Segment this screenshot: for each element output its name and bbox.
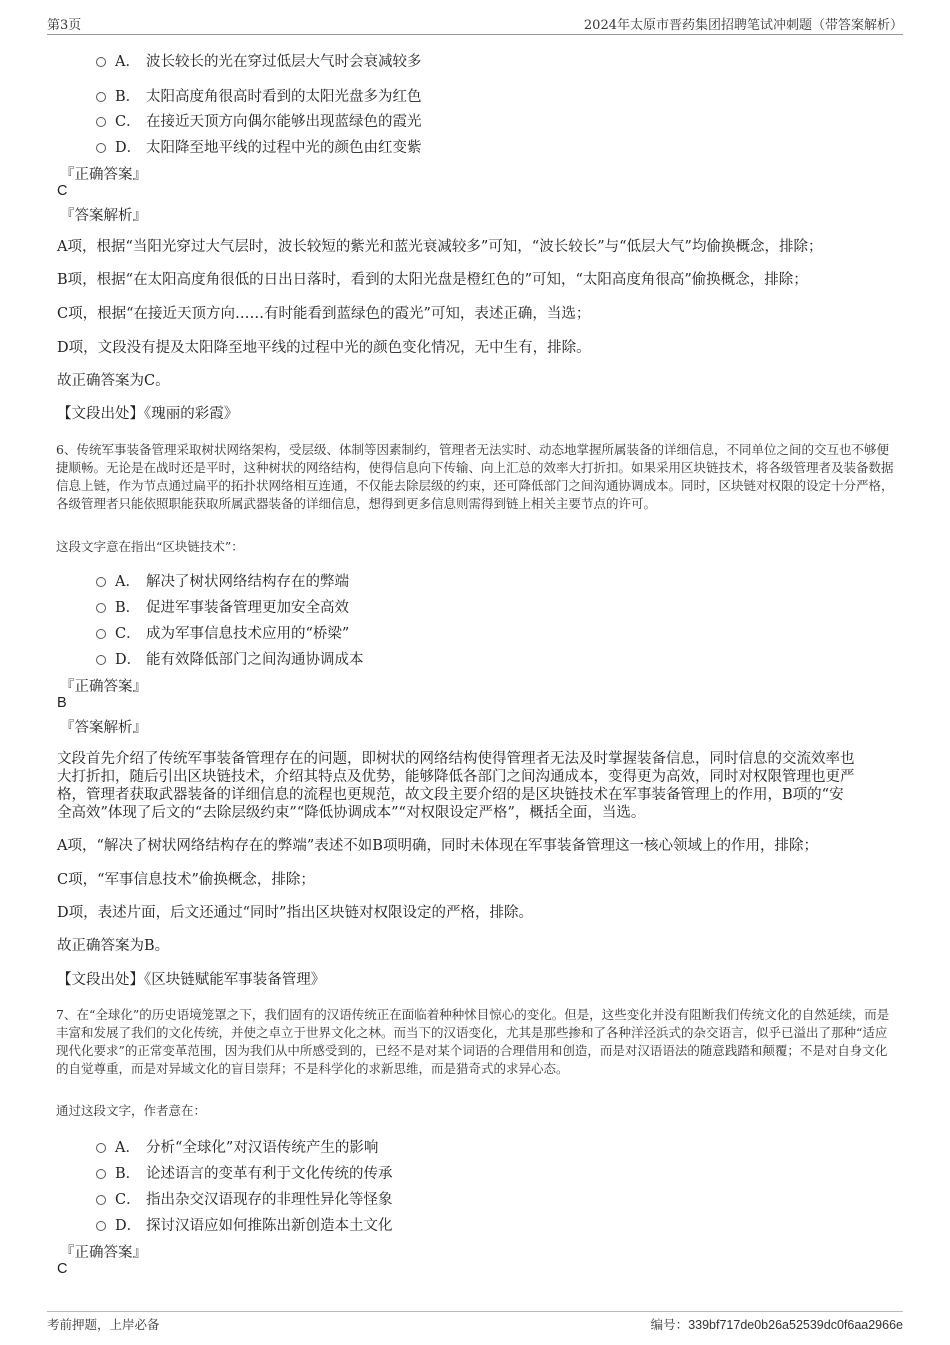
option-d[interactable]: D． 太阳降至地平线的过程中光的颜色由红变紫 xyxy=(96,136,422,157)
radio-icon[interactable] xyxy=(96,1143,106,1153)
code-value: 339bf717de0b26a52539dc0f6aa2966e xyxy=(688,1318,903,1332)
analysis-line: C项，“军事信息技术”偷换概念，排除； xyxy=(57,872,315,888)
analysis-line: A项，根据“当阳光穿过大气层时，波长较短的紫光和蓝光衰减较多”可知，“波长较长”与“低层大气”均偷换概念，排除； xyxy=(57,239,823,255)
radio-icon[interactable] xyxy=(96,143,106,153)
analysis-label: 『答案解析』 xyxy=(60,208,147,224)
source-citation: 【文段出处】《瑰丽的彩霞》 xyxy=(57,406,239,422)
page-header xyxy=(47,14,903,35)
option-d[interactable]: D． 能有效降低部门之间沟通协调成本 xyxy=(96,648,364,669)
analysis-line: A项，“解决了树状网络结构存在的弊端”表述不如B项明确，同时未体现在军事装备管理这一核心领域上的作用，排除； xyxy=(57,838,818,854)
document-code xyxy=(651,1315,903,1333)
analysis-paragraph: 文段首先介绍了传统军事装备管理存在的问题，即树状的网络结构使得管理者无法及时掌握装备信息，同时信息的交流效率也大打折扣，随后引出区块链技术，介绍其特点及优势，能够降低各部门之间沟通成本，变得更为高效，同时对权限管理也更严格，管理者获取武器装备的详细信息的流程也更规范，故文段主要介绍的是区块链技术在军事装备管理上的作用，B项的“安全高效”体现了后文的“去除层级约束”“降低协调成本”“对权限设定严格”，概括全面，当选。 xyxy=(57,751,855,821)
question-7-stem: 通过这段文字，作者意在： xyxy=(56,1103,207,1118)
option-b[interactable]: B． 论述语言的变革有利于文化传统的传承 xyxy=(96,1162,393,1183)
question-6-stem: 这段文字意在指出“区块链技术”： xyxy=(56,539,244,554)
radio-icon[interactable] xyxy=(96,1221,106,1231)
radio-icon[interactable] xyxy=(96,603,106,613)
radio-icon[interactable] xyxy=(96,629,106,639)
page-footer xyxy=(47,1311,903,1334)
option-a[interactable]: A． 解决了树状网络结构存在的弊端 xyxy=(96,570,349,591)
document-title: 2024年太原市晋药集团招聘笔试冲刺题（带答案解析） xyxy=(583,18,903,33)
answer-label: 『正确答案』 xyxy=(60,1245,147,1261)
option-c[interactable]: C． 在接近天顶方向偶尔能够出现蓝绿色的霞光 xyxy=(96,110,422,131)
answer-value: C xyxy=(57,1261,68,1277)
option-c[interactable]: C． 指出杂交汉语现存的非理性异化等怪象 xyxy=(96,1188,393,1209)
option-a[interactable]: A． 分析“全球化”对汉语传统产生的影响 xyxy=(96,1136,378,1157)
analysis-line: C项，根据“在接近天顶方向……有时能看到蓝绿色的霞光”可知，表述正确，当选； xyxy=(57,306,591,322)
radio-icon[interactable] xyxy=(96,655,106,665)
option-d[interactable]: D． 探讨汉语应如何推陈出新创造本土文化 xyxy=(96,1214,393,1235)
option-b[interactable]: B． 促进军事装备管理更加安全高效 xyxy=(96,596,349,617)
radio-icon[interactable] xyxy=(96,57,106,67)
question-6-text: 6、传统军事装备管理采取树状网络架构，受层级、体制等因素制约，管理者无法实时、动态地掌握所属装备的详细信息，不同单位之间的交互也不够便捷顺畅。无论是在战时还是平时，这种树状的网络结构，使得信息向下传输、向上汇总的效率大打折扣。如果采用区块链技术，将各级管理者及装备数据信息上链，作为节点通过扁平的拓扑状网络相互连通，不仅能去除层级的约束，还可降低部门之间沟通协调成本。同时，区块链对权限的设定十分严格，各级管理者只能依照职能获取所属武器装备的详细信息，想得到更多信息则需得到链上相关主要节点的许可。 xyxy=(56,442,894,511)
radio-icon[interactable] xyxy=(96,1195,106,1205)
analysis-line: D项，表述片面，后文还通过“同时”指出区块链对权限设定的严格，排除。 xyxy=(57,905,533,921)
source-citation: 【文段出处】《区块链赋能军事装备管理》 xyxy=(57,972,326,988)
analysis-label: 『答案解析』 xyxy=(60,720,147,736)
answer-label: 『正确答案』 xyxy=(60,679,147,695)
answer-label: 『正确答案』 xyxy=(60,167,147,183)
option-c[interactable]: C． 成为军事信息技术应用的“桥梁” xyxy=(96,622,349,643)
answer-value: C xyxy=(57,183,68,199)
option-b[interactable]: B． 太阳高度角很高时看到的太阳光盘多为红色 xyxy=(96,85,422,106)
option-a[interactable]: A． 波长较长的光在穿过低层大气时会衰减较多 xyxy=(96,50,422,71)
radio-icon[interactable] xyxy=(96,92,106,102)
radio-icon[interactable] xyxy=(96,577,106,587)
question-7-text: 7、在“全球化”的历史语境笼罩之下，我们固有的汉语传统正在面临着种种怵目惊心的变化。但是，这些变化并没有阻断我们传统文化的自然延续，而是丰富和发展了我们的文化传统，并使之卓立于世界文化之林。而当下的汉语变化，尤其是那些掺和了各种洋泾浜式的杂交语言，似乎已溢出了那种“适应现代化要求”的正常变革范围，因为我们从中所感受到的，已经不是对某个词语的合理借用和创造，而是对汉语语法的随意践踏和颠覆；不是对自身文化的自觉尊重，而是对异域文化的盲目崇拜；不是科学化的求新思维，而是猎奇式的求异心态。 xyxy=(56,1007,890,1076)
analysis-line: D项，文段没有提及太阳降至地平线的过程中光的颜色变化情况，无中生有，排除。 xyxy=(57,340,591,356)
analysis-conclusion: 故正确答案为B。 xyxy=(57,938,170,954)
code-label: 编号： xyxy=(650,1317,689,1332)
footer-slogan: 考前押题，上岸必备 xyxy=(47,1317,160,1332)
page-number: 第3页 xyxy=(47,18,82,33)
answer-value: B xyxy=(57,695,67,711)
analysis-conclusion: 故正确答案为C。 xyxy=(57,373,170,389)
radio-icon[interactable] xyxy=(96,117,106,127)
analysis-line: B项，根据“在太阳高度角很低的日出日落时，看到的太阳光盘是橙红色的”可知，“太阳高度角很高”偷换概念，排除； xyxy=(57,272,808,288)
radio-icon[interactable] xyxy=(96,1169,106,1179)
